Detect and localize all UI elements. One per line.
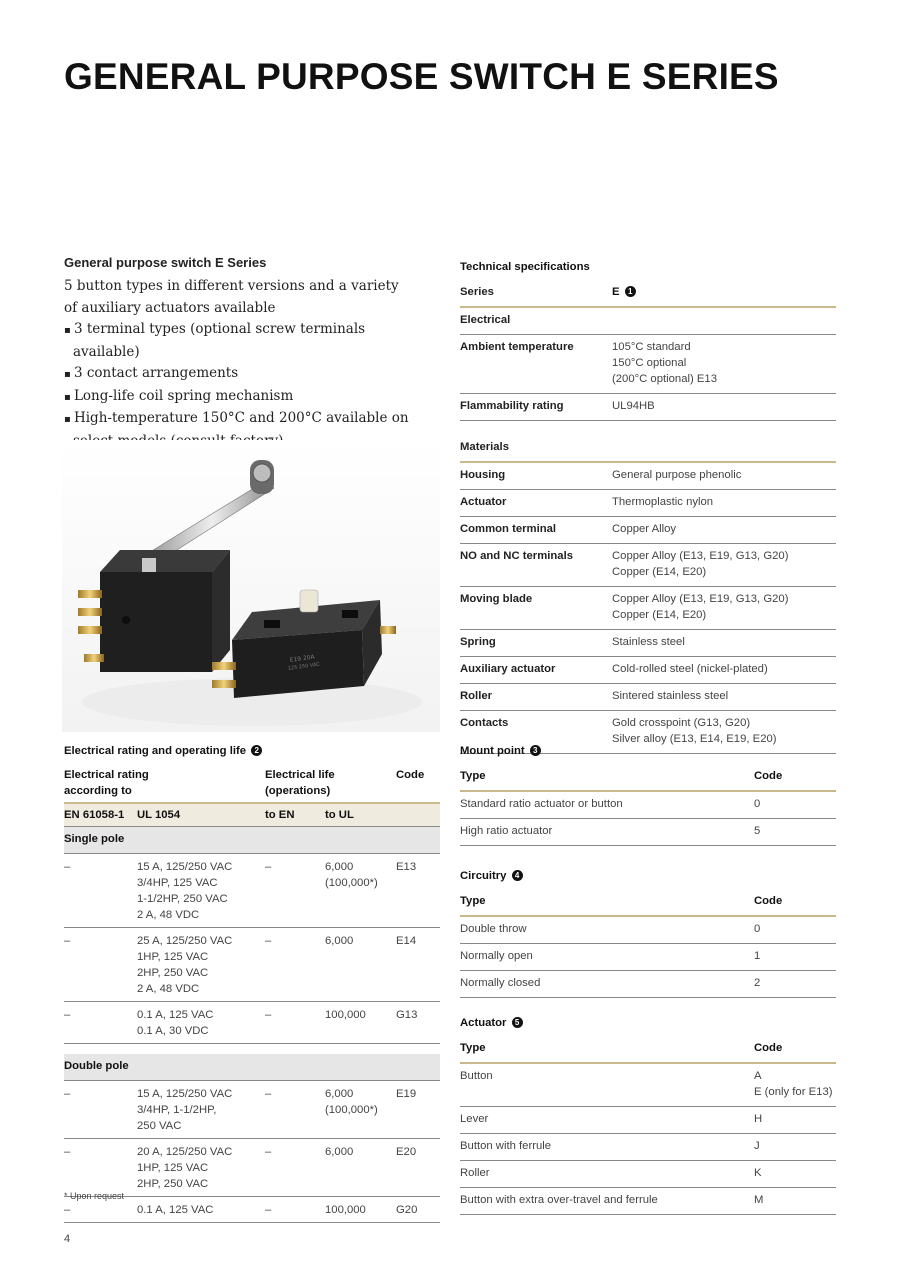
intro-body xyxy=(64,276,434,452)
code-cell: 5 xyxy=(754,819,836,846)
to-en-cell: – xyxy=(265,1002,325,1044)
to-ul-cell: 6,000 (100,000*) xyxy=(325,854,396,928)
table-row xyxy=(460,1161,836,1188)
spec-value: Copper Alloy xyxy=(612,517,836,544)
ul-cell: 25 A, 125/250 VAC 1HP, 125 VAC 2HP, 250 VAC 2 A, 48 VDC xyxy=(137,928,265,1002)
code-cell: G13 xyxy=(396,1002,440,1044)
spec-row xyxy=(460,684,836,711)
code-cell: K xyxy=(754,1161,836,1188)
feature-bullet: ▪ Long-life coil spring mechanism xyxy=(64,386,434,409)
page-number: 4 xyxy=(64,1233,71,1245)
code-cell: G20 xyxy=(396,1197,440,1223)
mount-table xyxy=(460,764,836,846)
marker-icon: 1 xyxy=(625,286,636,297)
table-row xyxy=(460,971,836,998)
spec-value: E 1 xyxy=(612,280,836,307)
code-cell: E14 xyxy=(396,928,440,1002)
intro-line: 5 button types in different versions and a variety xyxy=(64,278,399,294)
page-title: GENERAL PURPOSE SWITCH E SERIES xyxy=(64,56,779,97)
spec-key: Contacts xyxy=(460,711,612,754)
en-cell: – xyxy=(64,1197,137,1223)
footnote: * Upon request xyxy=(64,1191,125,1201)
spec-table xyxy=(460,280,836,754)
spec-key: Roller xyxy=(460,684,612,711)
marker-icon: 4 xyxy=(512,870,523,881)
table-row xyxy=(64,1139,440,1197)
type-cell: Normally open xyxy=(460,944,754,971)
type-cell: Button xyxy=(460,1063,754,1107)
en-cell: – xyxy=(64,928,137,1002)
code-cell: E20 xyxy=(396,1139,440,1197)
actuator-section-title: Actuator 5 xyxy=(460,1017,523,1029)
table-row xyxy=(460,1063,836,1107)
spec-row xyxy=(460,517,836,544)
circuitry-section-title: Circuitry 4 xyxy=(460,870,523,882)
spec-value: Copper Alloy (E13, E19, G13, G20) Copper (E14, E20) xyxy=(612,544,836,587)
code-cell: E13 xyxy=(396,854,440,928)
marker-icon: 2 xyxy=(251,745,262,756)
header-cell: to UL xyxy=(325,803,396,827)
spec-key: Common terminal xyxy=(460,517,612,544)
to-en-cell: – xyxy=(265,854,325,928)
elec-section-title: Electrical rating and operating life 2 xyxy=(64,745,262,757)
spec-key: Flammability rating xyxy=(460,394,612,421)
table-subheader xyxy=(64,803,440,827)
spec-row xyxy=(460,490,836,517)
table-header: Type Code xyxy=(460,889,836,916)
spec-key: Auxiliary actuator xyxy=(460,657,612,684)
spec-row xyxy=(460,462,836,490)
code-cell: 2 xyxy=(754,971,836,998)
spec-section-title: Technical specifications xyxy=(460,261,590,273)
to-en-cell: – xyxy=(265,1139,325,1197)
electrical-rating-table xyxy=(64,765,440,1223)
en-cell: – xyxy=(64,1139,137,1197)
table-header: Type Code xyxy=(460,1036,836,1063)
table-header: Type Code xyxy=(460,764,836,791)
type-cell: Button with ferrule xyxy=(460,1134,754,1161)
code-cell: A E (only for E13) xyxy=(754,1063,836,1107)
spec-row xyxy=(460,630,836,657)
to-ul-cell: 6,000 xyxy=(325,928,396,1002)
header-cell: EN 61058-1 xyxy=(64,803,137,827)
table-row xyxy=(460,819,836,846)
feature-bullet: ▪ 3 terminal types (optional screw terminals available) xyxy=(64,319,434,363)
spec-key: Moving blade xyxy=(460,587,612,630)
type-cell: Lever xyxy=(460,1107,754,1134)
spec-key: Housing xyxy=(460,462,612,490)
type-cell: Roller xyxy=(460,1161,754,1188)
code-cell: H xyxy=(754,1107,836,1134)
to-ul-cell: 6,000 (100,000*) xyxy=(325,1081,396,1139)
type-cell: Normally closed xyxy=(460,971,754,998)
table-row xyxy=(460,1107,836,1134)
table-row xyxy=(64,1002,440,1044)
table-row xyxy=(460,1188,836,1215)
ul-cell: 0.1 A, 125 VAC xyxy=(137,1197,265,1223)
spec-key: Spring xyxy=(460,630,612,657)
type-cell: Button with extra over-travel and ferrule xyxy=(460,1188,754,1215)
ul-cell: 20 A, 125/250 VAC 1HP, 125 VAC 2HP, 250 VAC xyxy=(137,1139,265,1197)
table-row xyxy=(460,916,836,944)
header-cell: to EN xyxy=(265,803,325,827)
actuator-table xyxy=(460,1036,836,1215)
svg-text:E19 20A: E19 20A xyxy=(289,653,316,664)
table-row xyxy=(64,928,440,1002)
marker-icon: 5 xyxy=(512,1017,523,1028)
header-cell: Electrical life (operations) xyxy=(265,765,396,803)
to-ul-cell: 100,000 xyxy=(325,1002,396,1044)
spec-key: Ambient temperature xyxy=(460,335,612,394)
table-row xyxy=(64,854,440,928)
code-cell: J xyxy=(754,1134,836,1161)
type-cell: High ratio actuator xyxy=(460,819,754,846)
spec-value: Thermoplastic nylon xyxy=(612,490,836,517)
code-cell: M xyxy=(754,1188,836,1215)
to-en-cell: – xyxy=(265,1081,325,1139)
spec-row xyxy=(460,587,836,630)
table-row xyxy=(460,1134,836,1161)
ul-cell: 0.1 A, 125 VAC 0.1 A, 30 VDC xyxy=(137,1002,265,1044)
spec-value: Gold crosspoint (G13, G20) Silver alloy (E13, E14, E19, E20) xyxy=(612,711,836,754)
type-cell: Double throw xyxy=(460,916,754,944)
spec-row xyxy=(460,335,836,394)
code-cell: 0 xyxy=(754,791,836,819)
spec-value: UL94HB xyxy=(612,394,836,421)
feature-bullet: ▪ 3 contact arrangements xyxy=(64,363,434,386)
group-label: Single pole xyxy=(64,827,440,854)
spec-value: Copper Alloy (E13, E19, G13, G20) Copper (E14, E20) xyxy=(612,587,836,630)
feature-bullet: ▪ High-temperature 150°C and 200°C available on xyxy=(64,408,434,452)
spec-group: Electrical xyxy=(460,307,836,335)
spec-row xyxy=(460,280,836,307)
table-header xyxy=(64,765,440,803)
product-photo xyxy=(62,440,440,732)
group-label: Double pole xyxy=(64,1054,440,1081)
ul-cell: 15 A, 125/250 VAC 3/4HP, 125 VAC 1-1/2HP, 250 VAC 2 A, 48 VDC xyxy=(137,854,265,928)
code-cell: 1 xyxy=(754,944,836,971)
spec-row xyxy=(460,657,836,684)
intro-line: of auxiliary actuators available xyxy=(64,299,276,316)
intro-block xyxy=(64,255,434,452)
type-cell: Standard ratio actuator or button xyxy=(460,791,754,819)
group-row xyxy=(64,1054,440,1081)
en-cell: – xyxy=(64,1002,137,1044)
spec-group: Materials xyxy=(460,435,836,462)
mount-section-title: Mount point 3 xyxy=(460,745,541,757)
ul-cell: 15 A, 125/250 VAC 3/4HP, 1-1/2HP, 250 VAC xyxy=(137,1081,265,1139)
group-row xyxy=(64,827,440,854)
spec-value: General purpose phenolic xyxy=(612,462,836,490)
spec-row xyxy=(460,394,836,421)
spec-key: NO and NC terminals xyxy=(460,544,612,587)
table-row xyxy=(460,791,836,819)
header-cell: Electrical rating according to xyxy=(64,765,265,803)
spec-row xyxy=(460,435,836,462)
to-ul-cell: 6,000 xyxy=(325,1139,396,1197)
to-en-cell: – xyxy=(265,1197,325,1223)
header-cell: UL 1054 xyxy=(137,803,265,827)
spec-value: Sintered stainless steel xyxy=(612,684,836,711)
code-cell: 0 xyxy=(754,916,836,944)
spec-row xyxy=(460,544,836,587)
table-row xyxy=(460,944,836,971)
spec-value: Stainless steel xyxy=(612,630,836,657)
en-cell: – xyxy=(64,854,137,928)
en-cell: – xyxy=(64,1081,137,1139)
header-cell: Code xyxy=(396,765,440,803)
intro-heading: General purpose switch E Series xyxy=(64,255,267,270)
to-en-cell: – xyxy=(265,928,325,1002)
spec-value: 105°C standard 150°C optional (200°C optional) E13 xyxy=(612,335,836,394)
circuitry-table xyxy=(460,889,836,998)
spec-key: Actuator xyxy=(460,490,612,517)
marker-icon: 3 xyxy=(530,745,541,756)
to-ul-cell: 100,000 xyxy=(325,1197,396,1223)
code-cell: E19 xyxy=(396,1081,440,1139)
spec-value: Cold-rolled steel (nickel-plated) xyxy=(612,657,836,684)
spec-key: Series xyxy=(460,280,612,307)
table-row xyxy=(64,1081,440,1139)
spec-row xyxy=(460,307,836,335)
svg-text:125 250 VAC: 125 250 VAC xyxy=(287,661,321,672)
